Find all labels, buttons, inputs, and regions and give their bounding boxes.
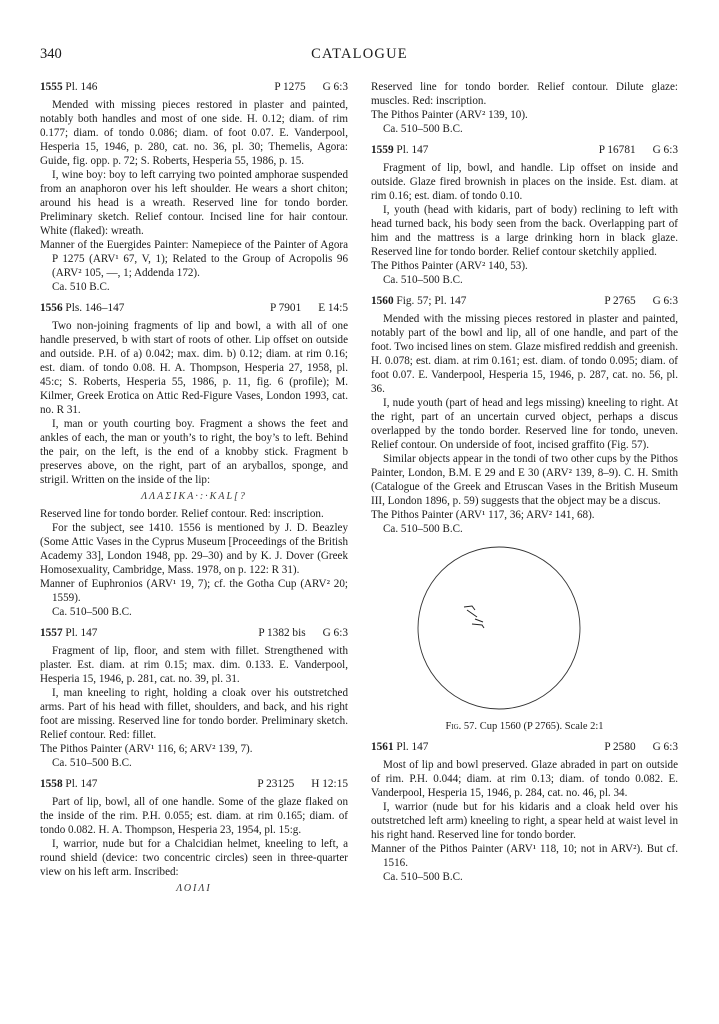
- entry-number: 1559: [371, 144, 394, 156]
- deposit-location: H 12:15: [311, 778, 348, 790]
- inventory-number: P 2580: [604, 741, 636, 753]
- entry-number: 1555: [40, 81, 63, 93]
- entry-number: 1561: [371, 741, 394, 753]
- date: Ca. 510–500 B.C.: [383, 523, 463, 535]
- description: Fragment of lip, bowl, and handle. Lip offset on inside and outside. Glaze fired brownish in places on the inside. Est. diam. at rim 0.16; est. diam. of tondo 0.10.: [371, 162, 678, 202]
- entry-number: 1558: [40, 778, 63, 790]
- page-number: 340: [40, 46, 62, 62]
- inventory-number: P 16781: [598, 144, 636, 156]
- description: I, youth (head with kidaris, part of body) reclining to left with head turned back, his body seen from the back. Overlapping part of him and the mattress is a large drinking horn in black glaze. Reserved line for tondo border. Relief contour sketchily applied.: [371, 204, 678, 258]
- plate-ref: Pl. 147: [65, 778, 98, 790]
- deposit-location: G 6:3: [652, 144, 678, 156]
- figure-caption: [371, 720, 678, 734]
- date: Ca. 510–500 B.C.: [52, 757, 132, 769]
- description: Fragment of lip, floor, and stem with fillet. Strengthened with plaster. Est. diam. at rim 0.15; max. dim. 0.133. E. Vanderpool, Hesperia 15, 1946, p. 281, cat. no. 39, pl. 31.: [40, 645, 348, 685]
- inventory-number: P 2765: [604, 295, 636, 307]
- entry-heading: [371, 294, 678, 308]
- entry-heading: [40, 777, 348, 791]
- catalogue-entry-1557: [40, 626, 348, 770]
- attribution: The Pithos Painter (ARV² 139, 10).: [371, 109, 528, 121]
- date: Ca. 510–500 B.C.: [383, 274, 463, 286]
- plate-ref: Pl. 146: [65, 81, 98, 93]
- attribution: Manner of Euphronios (ARV¹ 19, 7); cf. the Gotha Cup (ARV² 20; 1559).: [40, 578, 348, 604]
- right-column: [371, 80, 678, 884]
- description: I, warrior (nude but for his kidaris and a cloak held over his outstretched left arm) kneeling to right, a spear held at waist level in his right hand. Reserved line for tondo border.: [371, 801, 678, 841]
- attribution: The Pithos Painter (ARV¹ 117, 36; ARV² 141, 68).: [371, 509, 595, 521]
- deposit-location: G 6:3: [322, 81, 348, 93]
- description: Part of lip, bowl, all of one handle. Some of the glaze flaked on the inside of the rim. P.H. 0.055; est. diam. at rim 0.165; diam. of tondo 0.082. H. A. Thompson, Hesperia 23, 1954, pl. 15:g.: [40, 796, 348, 836]
- description: I, warrior, nude but for a Chalcidian helmet, kneeling to left, a round shield (device: two concentric circles) seen in three-quarter view on his left arm. Inscribed:: [40, 838, 348, 878]
- description: Reserved line for tondo border. Relief contour. Dilute glaze: muscles. Red: inscription.: [371, 81, 678, 107]
- plate-ref: Pls. 146–147: [65, 302, 125, 314]
- deposit-location: G 6:3: [652, 741, 678, 753]
- plate-ref: Pl. 147: [396, 144, 429, 156]
- attribution: Manner of the Euergides Painter: Namepiece of the Painter of Agora P 1275 (ARV¹ 67, V, 1); Related to the Group of Acropolis 96 (ARV² 105, —, 1; Addenda 172).: [40, 239, 348, 279]
- description: I, man kneeling to right, holding a cloak over his outstretched arms. Part of his head with fillet, shoulders, and back, and his right foot are missing. Reserved line for tondo border. Preliminary sketch. Relief contour. Red: fillet.: [40, 687, 348, 741]
- deposit-location: E 14:5: [318, 302, 348, 314]
- entry-number: 1560: [371, 295, 394, 307]
- inventory-number: P 7901: [269, 302, 302, 314]
- catalogue-entry-1561: [371, 740, 678, 884]
- plate-ref: Fig. 57; Pl. 147: [396, 295, 467, 307]
- catalogue-entry-1559: [371, 143, 678, 287]
- plate-ref: Pl. 147: [396, 741, 429, 753]
- inventory-number: P 1275: [274, 81, 306, 93]
- plate-ref: Pl. 147: [65, 627, 98, 639]
- description: I, wine boy: boy to left carrying two pointed amphorae suspended from an anaphoron over his left shoulder. He wears a short chiton; around his head is a wreath. Reserved line for tondo border. Preliminary sketch. Relief contour. Incised line for hair contour. White (flaked): wreath.: [40, 169, 348, 237]
- inscription: ΛΟΙΛΙ: [176, 883, 212, 894]
- date: Ca. 510 B.C.: [52, 281, 110, 293]
- entry-heading: [40, 301, 348, 315]
- inscription: ΛΛΑΣΙΚΑ·:·ΚΑL[?: [141, 491, 247, 502]
- date: Ca. 510–500 B.C.: [383, 123, 463, 135]
- catalogue-entry-1555: [40, 80, 348, 294]
- description: Two non-joining fragments of lip and bowl, a with all of one handle preserved, b with start of roots of other. Lip offset on outside and outside. P.H. of a) 0.042; max. dim. b) 0.12; diam. at rim 0.16; est. diam. of tondo 0.08. H. A. Thompson, Hesperia 27, 1958, pl. 45:c; S. Roberts, Hesperia 55, 1986, p. 11, fig. 6 (profile); M. Kilmer, Greek Erotica on Attic Red-Figure Vases, London 1993, cat. no. R 31.: [40, 320, 348, 416]
- graffito-drawing: [371, 536, 678, 714]
- deposit-location: G 6:3: [652, 295, 678, 307]
- attribution: The Pithos Painter (ARV² 140, 53).: [371, 260, 528, 272]
- foot-outline: [418, 547, 580, 709]
- figure-57: [371, 536, 678, 740]
- commentary: Similar objects appear in the tondi of two other cups by the Pithos Painter, London, B.M. E 29 and E 30 (ARV² 139, 8–9). C. H. Smith (Catalogue of the Greek and Etruscan Vases in the British Museum III, London 1896, p. 59) suggests that the object may be a discus.: [371, 453, 678, 507]
- inventory-number: P 23125: [257, 778, 295, 790]
- date: Ca. 510–500 B.C.: [383, 871, 463, 883]
- catalogue-entry-1560: [371, 294, 678, 536]
- figure-caption-text: Cup 1560 (P 2765). Scale 2:1: [479, 721, 604, 732]
- entry-heading: [371, 740, 678, 754]
- catalogue-entry-1558-continued: [371, 80, 678, 136]
- description: I, man or youth courting boy. Fragment a shows the feet and ankles of each, the man or youth’s to right, the boy’s to left. Behind the pair, on the left, is the end of a knobby stick. Fragment b preserves above, on the right, part of an aryballos, sponge, and strigil. Written on the inside of the lip:: [40, 418, 348, 486]
- description: Mended with the missing pieces restored in plaster and painted, notably part of the bowl and lip, all of one handle, and part of the foot. Two incised lines on stem. Glaze misfired reddish and greenish. H. 0.078; est. diam. at rim 0.161; est. diam. of tondo 0.095; diam. of foot 0.07. E. Vanderpool, Hesperia 15, 1946, p. 287, cat. no. 56, pl. 36.: [371, 313, 678, 395]
- description: Most of lip and bowl preserved. Glaze abraded in part on outside of rim. P.H. 0.044; diam. at rim 0.13; diam. of tondo 0.082. E. Vanderpool, Hesperia 15, 1946, p. 284, cat. no. 46, pl. 34.: [371, 759, 678, 799]
- inventory-number: P 1382 bis: [258, 627, 306, 639]
- catalogue-entry-1558: [40, 777, 348, 896]
- left-column: [40, 80, 348, 899]
- graffito-marks: [464, 606, 484, 628]
- attribution: The Pithos Painter (ARV¹ 116, 6; ARV² 139, 7).: [40, 743, 253, 755]
- entry-heading: [371, 143, 678, 157]
- description: Reserved line for tondo border. Relief contour. Red: inscription.: [40, 508, 324, 520]
- running-head: CATALOGUE: [311, 46, 408, 62]
- entry-number: 1557: [40, 627, 63, 639]
- entry-heading: [40, 80, 348, 94]
- attribution: Manner of the Pithos Painter (ARV¹ 118, 10; not in ARV²). But cf. 1516.: [371, 843, 678, 869]
- deposit-location: G 6:3: [322, 627, 348, 639]
- commentary: For the subject, see 1410. 1556 is mentioned by J. D. Beazley (Some Attic Vases in the Cyprus Museum [Proceedings of the British Academy 33], London 1948, pp. 29–30) and by K. J. Dover (Greek Homosexuality, Cambridge, Mass. 1978, on p. 122: R 31).: [40, 522, 348, 576]
- entry-number: 1556: [40, 302, 63, 314]
- description: I, nude youth (part of head and legs missing) kneeling to right. At the right, part of an uncertain curved object, perhaps a discus overlapped by the tondo border. Reserved line for tondo, uneven. Relief contour. On underside of foot, incised graffito (Fig. 57).: [371, 397, 678, 451]
- entry-heading: [40, 626, 348, 640]
- figure-label: Fig. 57.: [445, 721, 478, 732]
- catalogue-entry-1556: [40, 301, 348, 619]
- date: Ca. 510–500 B.C.: [52, 606, 132, 618]
- description: Mended with missing pieces restored in plaster and painted, notably both handles and most of one side. H. 0.12; diam. of rim 0.177; diam. of tondo 0.086; diam. of foot 0.07. E. Vanderpool, Hesperia 15, 1946, p. 280, cat. no. 36, pl. 30; Themelis, Agora: Guide, fig. opp. p. 72; S. Roberts, Hesperia 55, 1986, p. 15.: [40, 99, 348, 167]
